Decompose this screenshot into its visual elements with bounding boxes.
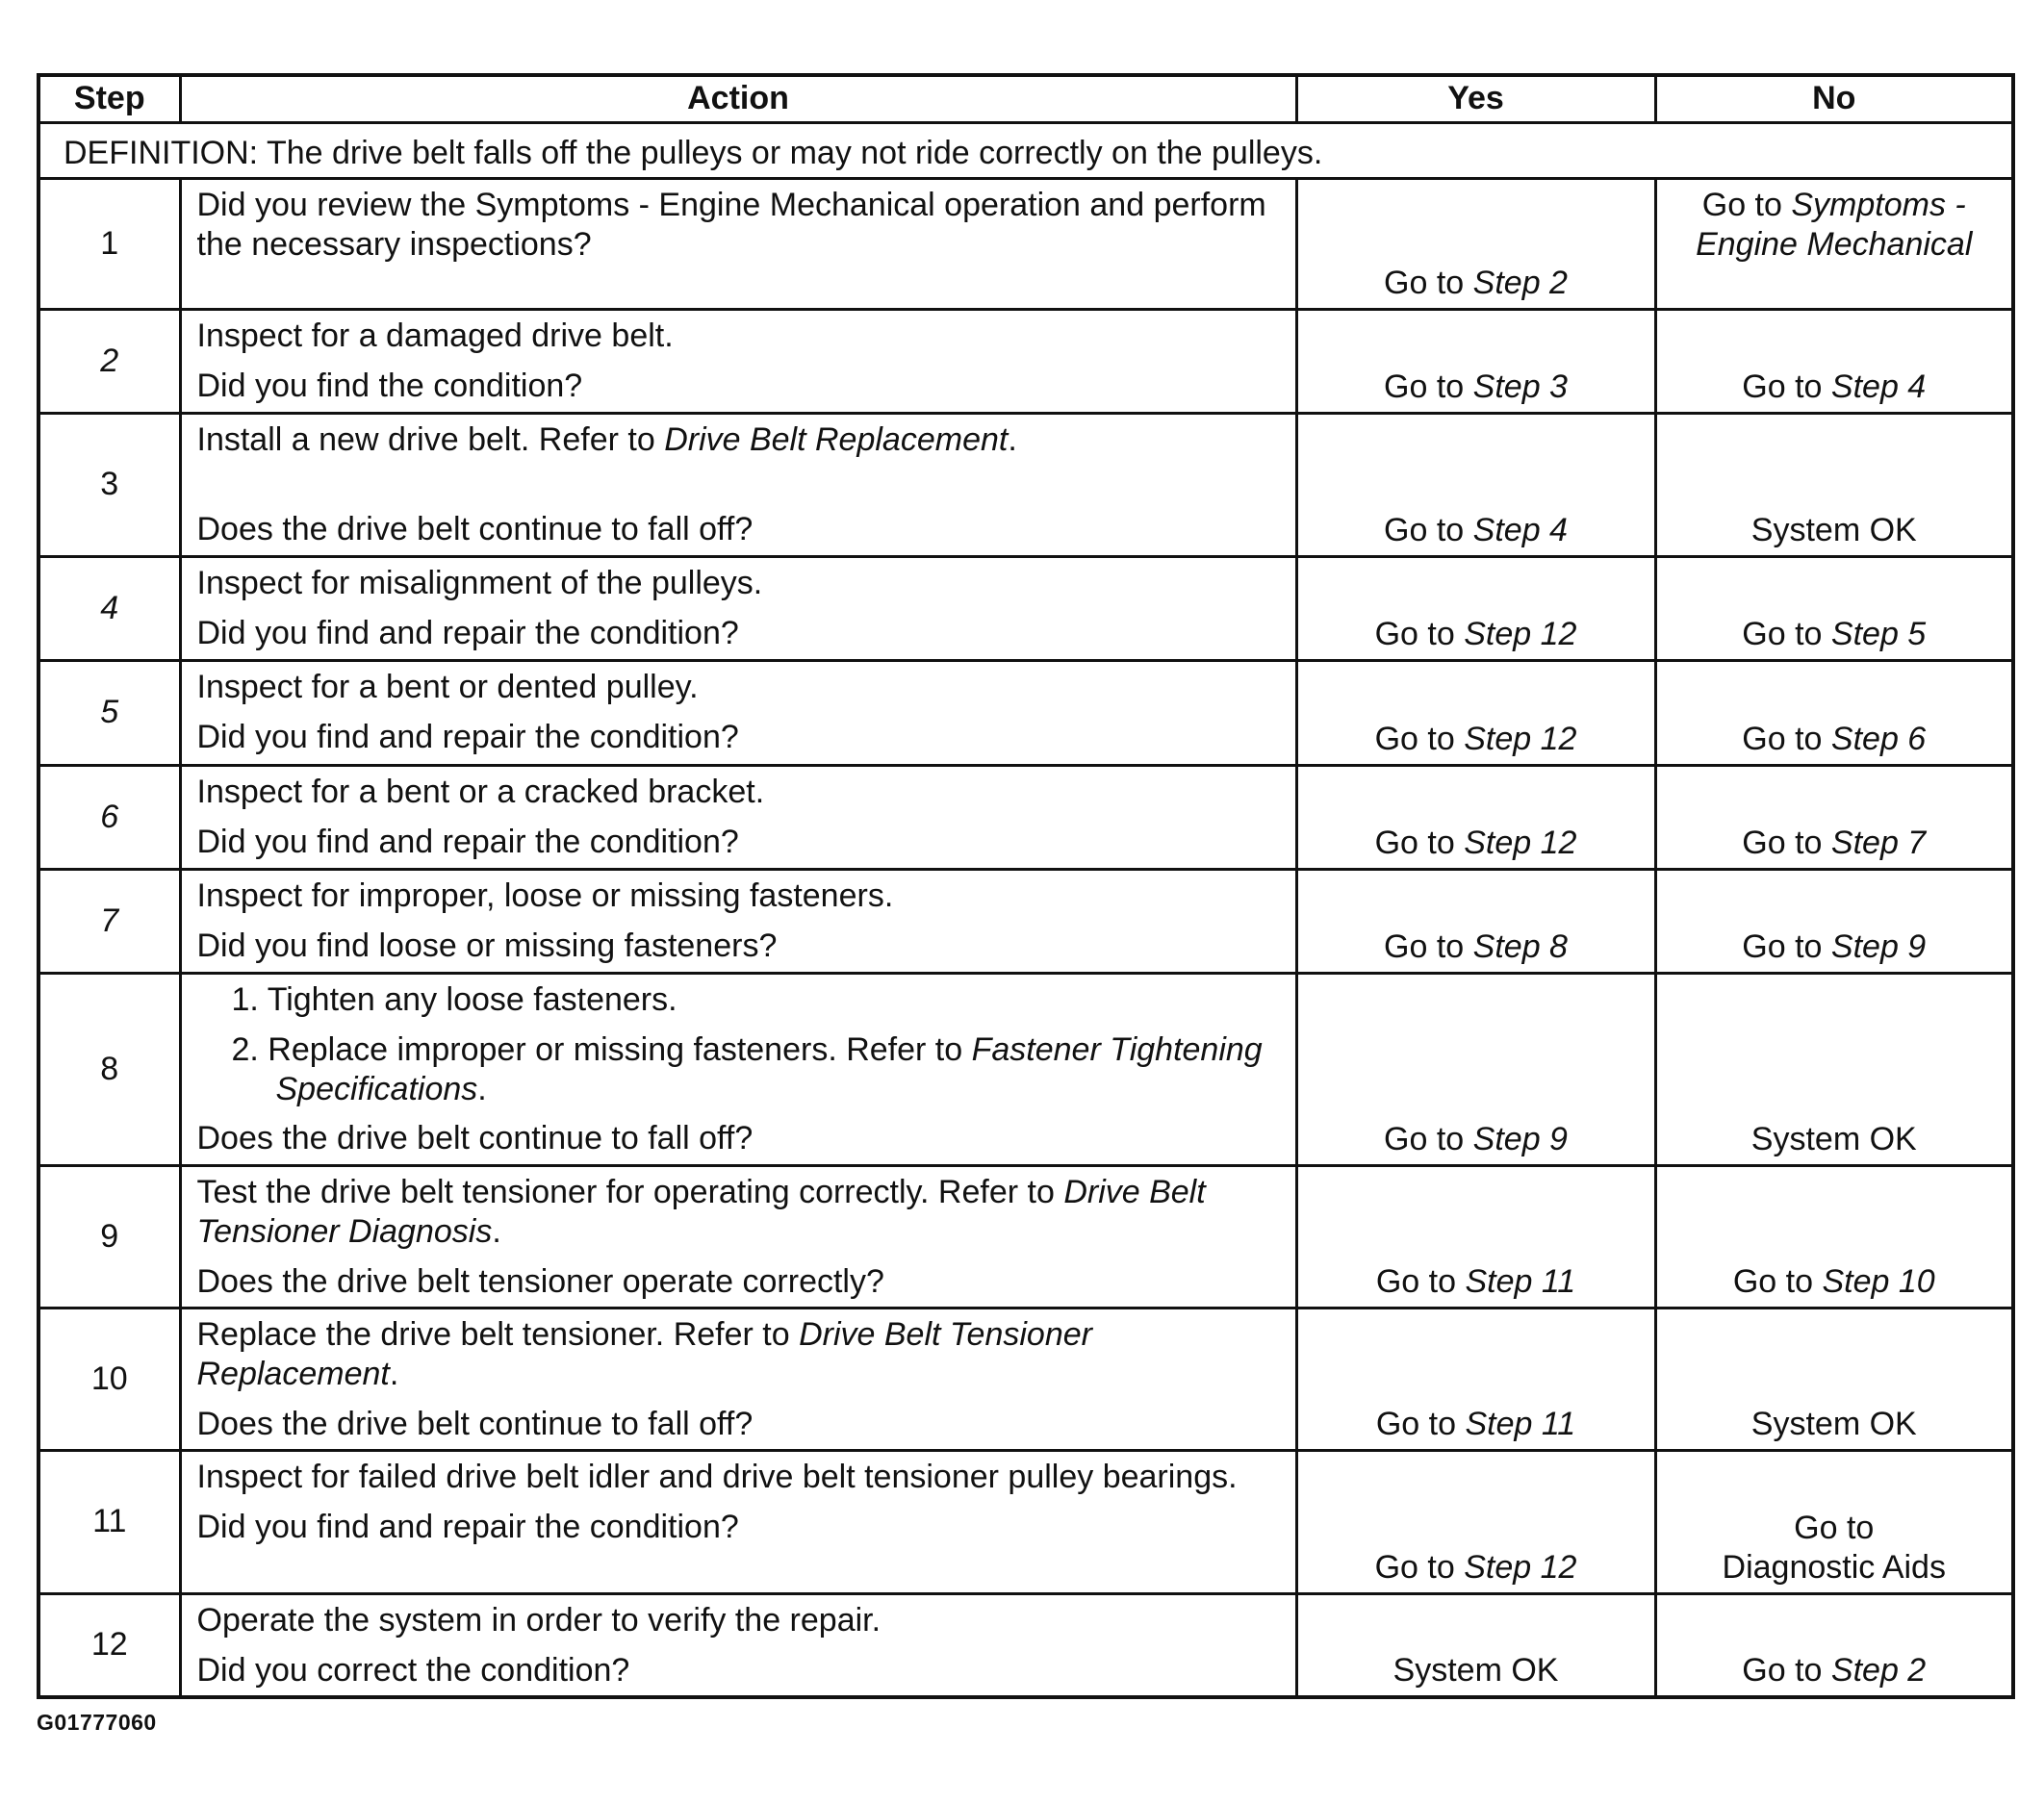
step-number: 3 [38,413,180,556]
goto-label: Go to [1742,927,1823,965]
action-cell [180,660,1296,765]
step-link[interactable]: Step 2 [1830,1652,1927,1689]
action-text: Inspect for misalignment of the pulleys. [196,564,763,601]
action-text: Inspect for failed drive belt idler and drive belt tensioner pulley bearings. [196,1458,1238,1495]
step-number: 11 [38,1450,180,1593]
diagnostic-table [37,73,2015,1699]
no-cell [1655,178,2013,309]
yes-cell [1296,178,1655,309]
action-question: Did you correct the condition? [196,1651,630,1689]
action-text: Inspect for a damaged drive belt. [196,317,674,354]
table-row [38,1450,2013,1593]
goto-label: Go to [1384,368,1465,405]
step-link[interactable]: Step 2 [1472,264,1568,301]
action-question: Does the drive belt continue to fall off? [196,1119,754,1156]
yes-cell [1296,309,1655,413]
table-row [38,869,2013,973]
goto-label: Go to [1742,720,1823,757]
action-cell [180,556,1296,660]
header-step: Step [38,75,180,122]
table-row [38,413,2013,556]
step-link[interactable]: Step 6 [1830,720,1927,757]
step-link[interactable]: Step 12 [1464,824,1577,861]
definition-row [38,122,2013,178]
step-link[interactable]: Step 11 [1465,1262,1576,1300]
header-row [38,75,2013,122]
goto-label: Go to [1374,720,1455,757]
step-number: 1 [38,178,180,309]
header-action: Action [180,75,1296,122]
step-link[interactable]: Step 5 [1830,615,1927,652]
yes-cell [1296,1450,1655,1593]
step-link[interactable]: Step 4 [1472,511,1568,548]
table-row [38,556,2013,660]
yes-cell [1296,765,1655,869]
step-link[interactable]: Step 10 [1822,1262,1935,1300]
step-number: 2 [38,309,180,413]
step-link[interactable]: Step 12 [1464,615,1577,652]
system-ok-text: System OK [1750,511,1917,548]
system-ok-text: System OK [1750,1120,1917,1157]
step-link[interactable]: Step 12 [1464,1548,1577,1586]
no-cell [1655,1165,2013,1308]
action-text: Did you review the Symptoms - Engine Mechanical operation and perform the necessary inspections? [196,186,1266,263]
goto-label: Go to [1374,824,1455,861]
no-cell [1655,1450,2013,1593]
diagnostic-aids-link[interactable]: Diagnostic Aids [1722,1548,1946,1586]
step-number: 8 [38,973,180,1165]
action-cell [180,309,1296,413]
action-cell [180,765,1296,869]
action-question: Did you find and repair the condition? [196,823,739,860]
action-question: Did you find and repair the condition? [196,614,739,651]
header-no: No [1655,75,2013,122]
table-row [38,765,2013,869]
action-cell [180,973,1296,1165]
action-cell [180,1593,1296,1697]
step-link[interactable]: Step 12 [1464,720,1577,757]
action-text: Test the drive belt tensioner for operating correctly. Refer to [196,1173,1055,1210]
step-number: 9 [38,1165,180,1308]
goto-label: Go to [1375,1262,1457,1300]
goto-label: Go to [1742,824,1823,861]
yes-cell [1296,1593,1655,1697]
yes-cell [1296,1165,1655,1308]
step-link[interactable]: Step 9 [1830,927,1927,965]
action-cell [180,869,1296,973]
yes-cell [1296,660,1655,765]
step-link[interactable]: Step 9 [1472,1120,1568,1157]
figure-id: G01777060 [37,1710,157,1735]
table-row [38,309,2013,413]
action-question: Did you find the condition? [196,367,583,404]
fastener-specs-link[interactable]: Fastener Tightening Specifications [275,1030,1263,1107]
no-cell [1655,309,2013,413]
action-text: Operate the system in order to verify the repair. [196,1601,881,1639]
step-number: 7 [38,869,180,973]
system-ok-text: System OK [1392,1652,1559,1689]
action-cell: Install a new drive belt. Refer to Drive Belt Replacement. Does the drive belt continue to fall off? [180,413,1296,556]
step-number: 4 [38,556,180,660]
table-row [38,973,2013,1165]
goto-label: Go to [1742,615,1823,652]
action-question: Did you find loose or missing fasteners? [196,927,778,964]
no-cell [1655,1593,2013,1697]
action-question: Does the drive belt tensioner operate correctly? [196,1262,884,1300]
no-cell [1655,660,2013,765]
tensioner-diagnosis-link[interactable]: Drive Belt Tensioner Diagnosis [196,1173,1206,1250]
action-cell: Test the drive belt tensioner for operating correctly. Refer to Drive Belt Tensioner Diagnosis. Does the drive belt tensioner operate correctly? [180,1165,1296,1308]
goto-label: Go to [1794,1509,1875,1546]
symptoms-link[interactable]: Symptoms - Engine Mechanical [1696,186,1973,263]
step-link[interactable]: Step 3 [1472,368,1568,405]
goto-label: Go to [1742,1652,1823,1689]
table-row [38,1165,2013,1308]
yes-cell [1296,869,1655,973]
no-cell [1655,556,2013,660]
list-item: 1. Tighten any loose fasteners. [231,980,677,1018]
action-text: Inspect for a bent or a cracked bracket. [196,773,765,810]
table-row [38,1308,2013,1450]
table-row [38,178,2013,309]
action-question: Does the drive belt continue to fall off? [196,510,754,547]
goto-label: Go to [1384,264,1465,301]
step-link[interactable]: Step 4 [1830,368,1927,405]
goto-label: Go to [1701,186,1782,223]
table-row [38,660,2013,765]
no-cell [1655,869,2013,973]
goto-label: Go to [1375,1405,1457,1442]
step-link[interactable]: Step 11 [1465,1405,1576,1442]
goto-label: Go to [1384,927,1465,965]
goto-label: Go to [1374,615,1455,652]
action-cell [180,1450,1296,1593]
yes-cell [1296,1308,1655,1450]
list-item: 2. Replace improper or missing fasteners. Refer to Fastener Tightening Specifications. [231,1030,1263,1107]
no-cell [1655,765,2013,869]
no-cell [1655,973,2013,1165]
action-question: Did you find and repair the condition? [196,718,739,755]
no-cell [1655,1308,2013,1450]
drive-belt-replacement-link[interactable]: Drive Belt Replacement [664,420,1009,458]
step-number: 12 [38,1593,180,1697]
no-cell [1655,413,2013,556]
step-link[interactable]: Step 8 [1472,927,1568,965]
step-link[interactable]: Step 7 [1830,824,1927,861]
action-cell [180,178,1296,309]
step-number: 10 [38,1308,180,1450]
action-list [197,980,1288,1109]
goto-label: Go to [1742,368,1823,405]
table-row [38,1593,2013,1697]
action-question: Did you find and repair the condition? [196,1508,739,1545]
action-text: Install a new drive belt. Refer to [196,420,655,458]
tensioner-replacement-link[interactable]: Drive Belt Tensioner Replacement [196,1315,1092,1392]
goto-label: Go to [1384,1120,1465,1157]
yes-cell [1296,413,1655,556]
step-number: 6 [38,765,180,869]
action-text: Inspect for a bent or dented pulley. [196,668,699,705]
action-question: Does the drive belt continue to fall off? [196,1405,754,1442]
header-yes: Yes [1296,75,1655,122]
goto-label: Go to [1384,511,1465,548]
yes-cell [1296,556,1655,660]
step-number: 5 [38,660,180,765]
action-text: Inspect for improper, loose or missing fasteners. [196,877,894,914]
action-cell: Replace the drive belt tensioner. Refer to Drive Belt Tensioner Replacement. Does the drive belt continue to fall off? [180,1308,1296,1450]
system-ok-text: System OK [1750,1405,1917,1442]
goto-label: Go to [1732,1262,1813,1300]
goto-label: Go to [1374,1548,1455,1586]
yes-cell [1296,973,1655,1165]
action-text: Replace the drive belt tensioner. Refer to [196,1315,790,1353]
definition-text: DEFINITION: The drive belt falls off the pulleys or may not ride correctly on the pulleys. [38,122,2013,178]
